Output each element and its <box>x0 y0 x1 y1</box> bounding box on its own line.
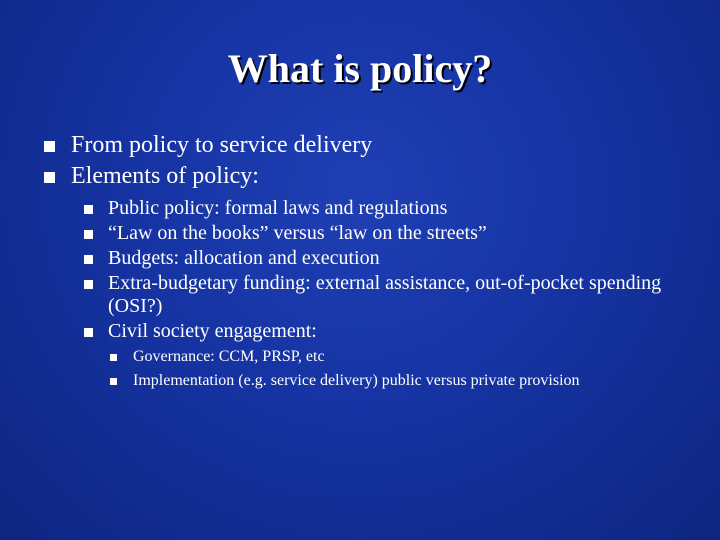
sub-sub-bullet-item <box>110 347 684 367</box>
bullet-text: Elements of policy: <box>71 163 259 189</box>
sub-bullet-item <box>84 247 684 270</box>
sub-sub-bullet-text: Governance: CCM, PRSP, etc <box>133 348 325 365</box>
slide-title: What is policy? <box>227 46 493 91</box>
sub-bullet-text: Civil society engagement: <box>108 320 317 342</box>
sub-bullet-text: Extra-budgetary funding: external assistance, out-of-pocket spending (OSI?) <box>108 272 662 317</box>
bullet-list <box>44 130 684 395</box>
sub-bullet-list <box>84 197 684 391</box>
square-bullet-icon <box>110 354 117 361</box>
sub-bullet-text: Budgets: allocation and execution <box>108 247 380 269</box>
sub-bullet-item <box>84 272 684 318</box>
square-bullet-icon <box>44 172 55 183</box>
bullet-item <box>44 130 684 161</box>
square-bullet-icon <box>84 328 93 337</box>
sub-sub-bullet-text: Implementation (e.g. service delivery) public versus private provision <box>133 372 580 389</box>
square-bullet-icon <box>84 280 93 289</box>
sub-bullet-item <box>84 197 684 220</box>
sub-sub-bullet-list <box>110 347 684 391</box>
sub-sub-bullet-item <box>110 371 684 391</box>
sub-bullet-item <box>84 222 684 245</box>
sub-bullet-text: Public policy: formal laws and regulations <box>108 197 448 219</box>
sub-bullet-text: “Law on the books” versus “law on the streets” <box>108 222 487 244</box>
bullet-item <box>44 161 684 391</box>
square-bullet-icon <box>44 141 55 152</box>
bullet-text: From policy to service delivery <box>71 132 373 158</box>
sub-bullet-item <box>84 320 684 391</box>
square-bullet-icon <box>84 205 93 214</box>
square-bullet-icon <box>84 255 93 264</box>
square-bullet-icon <box>110 378 117 385</box>
square-bullet-icon <box>84 230 93 239</box>
